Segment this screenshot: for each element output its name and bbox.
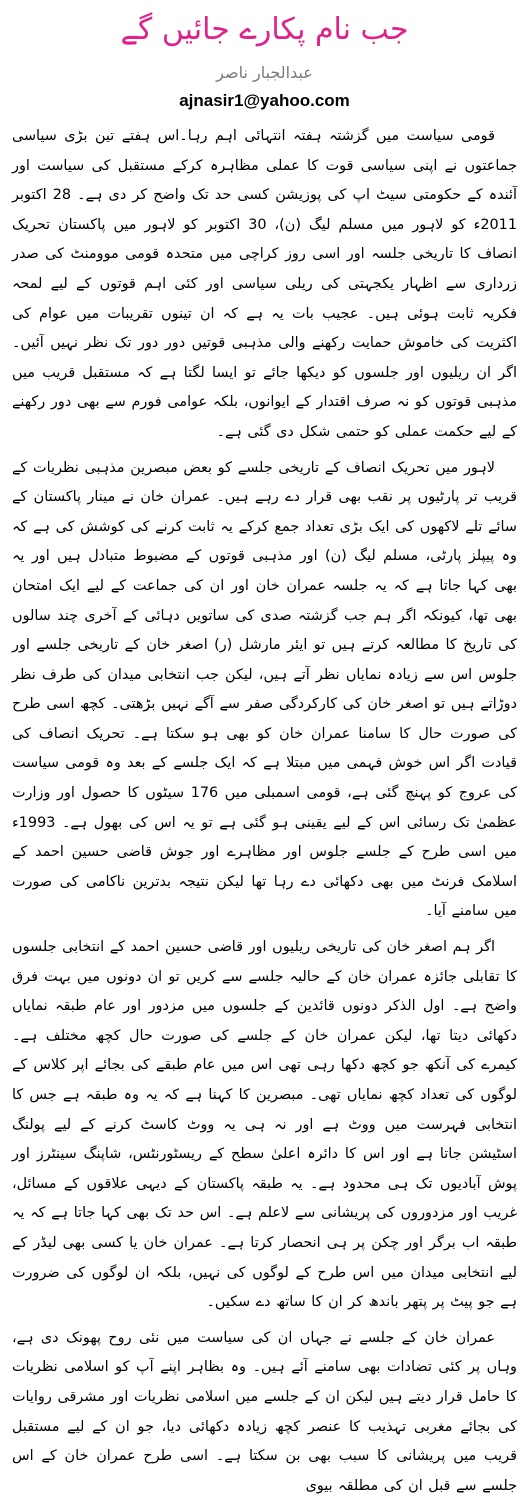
author-email[interactable]: ajnasir1@yahoo.com <box>179 91 350 110</box>
article-title: جب نام پکارے جائیں گے <box>120 12 409 47</box>
paragraph-1: قومی سیاست میں گزشتہ ہفتہ انتہائی اہم رہا۔اس ہفتے تین بڑی سیاسی جماعتوں نے اپنی سیاسی قوت کا عملی مظاہرہ کرکے مستقبل کی سیاست اور آئندہ کے حکومتی سیٹ اپ کی پوزیشن کسی حد تک واضح کر دی ہے۔ 28 اکتوبر 2011ء کو لاہور میں مسلم لیگ (ن)، 30 اکتوبر کو لاہور میں پاکستان تحریک انصاف کا تاریخی جلسہ اور اسی روز کراچی میں متحدہ قومی موومنٹ کی صدر زرداری سے اظہار یکجہتی کی ریلی سیاسی اور کئی اہم قوتوں کے لیے لمحہ فکریہ ثابت ہوئی ہیں۔ عجیب بات یہ ہے کہ ان تینوں تقریبات میں عوام کی اکثریت کی خاموش حمایت رکھنے والی مذہبی قوتیں دور دور تک نظر نہیں آئیں۔ اگر ان ریلیوں اور جلسوں کو دیکھا جائے تو ایسا لگتا ہے کہ مستقبل قریب میں مذہبی قوتوں کو نہ صرف اقتدار کے ایوانوں، بلکہ عوامی فورم سے بھی دور رکھنے کے لیے حکمت عملی کو حتمی شکل دی گئی ہے۔ <box>12 128 517 440</box>
paragraph-2: لاہور میں تحریک انصاف کے تاریخی جلسے کو بعض مبصرین مذہبی نظریات کے قریب تر پارٹیوں پر نقب بھی قرار دے رہے ہیں۔ عمران خان نے مینار پاکستان کے سائے تلے لاکھوں کی ایک بڑی تعداد جمع کرکے یہ ثابت کرنے کی کوشش کی ہے کہ وہ پیپلز پارٹی، مسلم لیگ (ن) اور مذہبی قوتوں کے مضبوط متبادل ہیں اور یہ بھی کہا جاتا ہے کہ یہ جلسہ عمران خان اور ان کی جماعت کے لیے ایک امتحان بھی تھا، کیونکہ اگر ہم جب گزشتہ صدی کی ساتویں دہائی کے آخری چند سالوں کی تاریخ کا مطالعہ کرتے ہیں تو ایئر مارشل (ر) اصغر خان کے تاریخی جلسے اور جلوس اس سے زیادہ نمایاں نظر آتے ہیں، لیکن جب انتخابی میدان کی طرف نظر دوڑاتے ہیں تو اصغر خان کی کارکردگی صفر سے آگے نہیں بڑھتی۔ کچھ اسی طرح کی صورت حال کا سامنا عمران خان کو بھی ہو سکتا ہے۔ تحریک انصاف کی قیادت اگر اس خوش فہمی میں مبتلا ہے کہ ایک جلسے کے بعد وہ قومی سیاست کی عروج کو پہنچ گئی ہے، قومی اسمبلی میں 176 سیٹوں کا حصول اور وزارت عظمیٰ تک رسائی اس کے لیے یقینی ہو گئی ہے تو یہ اس کی بھول ہے۔ 1993ء میں اسی طرح کے جلسے جلوس اور مظاہرے اور جوش قاضی حسین احمد کے اسلامک فرنٹ میں بھی دکھائی دے رہا تھا لیکن نتیجہ بدترین ناکامی کی صورت میں سامنے آیا۔ <box>12 459 517 920</box>
paragraph-3: اگر ہم اصغر خان کی تاریخی ریلیوں اور قاضی حسین احمد کے انتخابی جلسوں کا تقابلی جائزہ عمران خان کے حالیہ جلسے سے کریں تو ان دونوں میں بہت فرق واضح ہے۔ اول الذکر دونوں قائدین کے جلسوں میں مزدور اور عام طبقہ نمایاں دکھائی دیتا تھا، لیکن عمران خان کے جلسے کی صورت حال کچھ مختلف ہے۔ کیمرے کی آنکھ جو کچھ دکھا رہی تھی اس میں عام طبقے کی بجائے اپر کلاس کے لوگوں کی تعداد کچھ نمایاں تھی۔ مبصرین کا کہنا ہے کہ یہ وہ طبقہ ہے جس کا انتخابی فہرست میں ووٹ ہے اور نہ ہی یہ ووٹ کاسٹ کرنے کے لیے پولنگ اسٹیشن جاتا ہے اور اس کا دائرہ اعلیٰ سطح کے ریسٹورنٹس، شاپنگ سینٹرز اور پوش آبادیوں تک ہی محدود ہے۔ یہ طبقہ پاکستان کے دیہی علاقوں کے مسائل، غریب اور مزدوروں کی پریشانی سے لاعلم ہے۔ اس حد تک بھی کہا جاتا ہے کہ یہ طبقہ اب برگر اور چکن پر ہی انحصار کرتا ہے۔ عمران خان یا کسی بھی لیڈر کے لیے انتخابی میدان میں اس طرح کے لوگوں کی نہیں، بلکہ ان لوگوں کی ضرورت ہے جو پیٹ پر پتھر باندھ کر ان کا ساتھ دے سکیں۔ <box>12 939 517 1311</box>
author-name: عبدالجبار ناصر <box>216 63 313 82</box>
paragraph-4: عمران خان کے جلسے نے جہاں ان کی سیاست میں نئی روح پھونک دی ہے، وہاں پر کئی تضادات بھی سامنے آئے ہیں۔ وہ بظاہر اپنے آپ کو اسلامی نظریات کا حامل قرار دیتے ہیں لیکن ان کے جلسے میں اسلامی نظریات اور مشرقی روایات کی بجائے مغربی تہذیب کا عنصر کچھ زیادہ دکھائی دیا، جو ان کے لیے مستقبل قریب میں پریشانی کا سبب بھی بن سکتا ہے۔ اسی طرح عمران خان کے اس جلسے سے قبل ان کی مطلقہ بیوی <box>12 1329 517 1494</box>
article-body <box>12 122 517 1501</box>
